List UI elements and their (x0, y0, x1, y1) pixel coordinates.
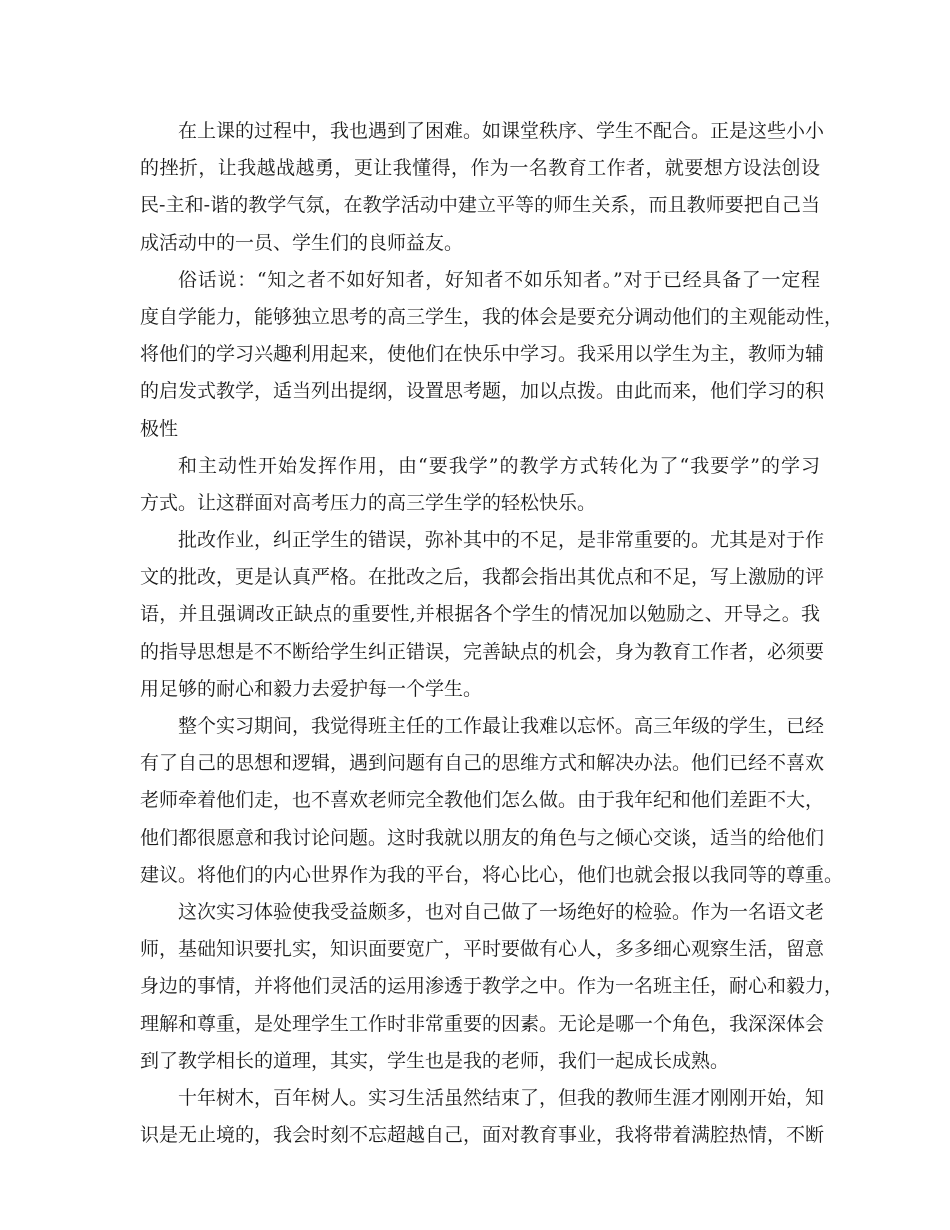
text-line: 俗话说：“知之者不如好知者，好知者不如乐知者。”对于已经具备了一定程 (178, 268, 820, 291)
text-line: 成活动中的一员、学生们的良师益友。 (140, 231, 464, 254)
paragraph (140, 448, 820, 522)
text-line: 他们都很愿意和我讨论问题。这时我就以朋友的角色与之倾心交谈，适当的给他们 (140, 826, 825, 849)
text-line: 老师牵着他们走，也不喜欢老师完全教他们怎么做。由于我年纪和他们差距不大， (140, 789, 825, 812)
paragraph (140, 113, 825, 262)
text-line: 理解和尊重，是处理学生工作时非常重要的因素。无论是哪一个角色，我深深体会 (140, 1012, 825, 1035)
text-line: 十年树木，百年树人。实习生活虽然结束了，但我的教师生涯才刚刚开始，知 (178, 1086, 825, 1109)
text-line: 这次实习体验使我受益颇多，也对自己做了一场绝好的检验。作为一名语文老 (178, 900, 825, 923)
paragraph (140, 708, 844, 894)
document-body (140, 113, 844, 1154)
text-line: 有了自己的思想和逻辑，遇到问题有自己的思维方式和解决办法。他们已经不喜欢 (140, 752, 825, 775)
text-line: 的指导思想是不不断给学生纠正错误，完善缺点的机会，身为教育工作者，必须要 (140, 640, 825, 663)
text-line: 文的批改，更是认真严格。在批改之后，我都会指出其优点和不足，写上激励的评 (140, 566, 825, 589)
paragraph (140, 894, 844, 1080)
text-line: 的启发式教学，适当列出提纲，设置思考题，加以点拨。由此而来，他们学习的积 (140, 380, 825, 403)
text-line: 民-主和-谐的教学气氛，在教学活动中建立平等的师生关系，而且教师要把自己当 (140, 194, 820, 217)
paragraph (140, 522, 825, 708)
text-line: 到了教学相长的道理，其实，学生也是我的老师，我们一起成长成熟。 (140, 1049, 730, 1072)
text-line: 用足够的耐心和毅力去爱护每一个学生。 (140, 677, 483, 700)
text-line: 的挫折，让我越战越勇，更让我懂得，作为一名教育工作者，就要想方设法创设 (140, 157, 820, 180)
text-line: 师，基础知识要扎实，知识面要宽广，平时要做有心人，多多细心观察生活，留意 (140, 938, 825, 961)
text-line: 识是无止境的，我会时刻不忘超越自己，面对教育事业，我将带着满腔热情，不断 (140, 1124, 825, 1147)
text-line: 和主动性开始发挥作用，由“要我学”的教学方式转化为了“我要学”的学习 (178, 454, 820, 477)
text-line: 在上课的过程中，我也遇到了困难。如课堂秩序、学生不配合。正是这些小小 (178, 120, 825, 142)
paragraph (140, 1080, 825, 1154)
text-line: 方式。让这群面对高考压力的高三学生学的轻松快乐。 (140, 491, 597, 514)
text-line: 语，并且强调改正缺点的重要性,并根据各个学生的情况加以勉励之、开导之。我 (140, 603, 820, 626)
text-line: 将他们的学习兴趣利用起来，使他们在快乐中学习。我采用以学生为主，教师为辅 (140, 343, 825, 366)
text-line: 整个实习期间，我觉得班主任的工作最让我难以忘怀。高三年级的学生，已经 (178, 715, 825, 737)
text-line: 度自学能力，能够独立思考的高三学生，我的体会是要充分调动他们的主观能动性， (140, 305, 844, 328)
text-line: 建议。将他们的内心世界作为我的平台，将心比心，他们也就会报以我同等的尊重。 (140, 863, 844, 886)
text-line: 批改作业，纠正学生的错误，弥补其中的不足，是非常重要的。尤其是对于作 (178, 529, 825, 552)
paragraph (140, 262, 844, 448)
text-line: 极性 (140, 417, 179, 440)
text-line: 身边的事情，并将他们灵活的运用渗透于教学之中。作为一名班主任，耐心和毅力， (140, 975, 844, 998)
